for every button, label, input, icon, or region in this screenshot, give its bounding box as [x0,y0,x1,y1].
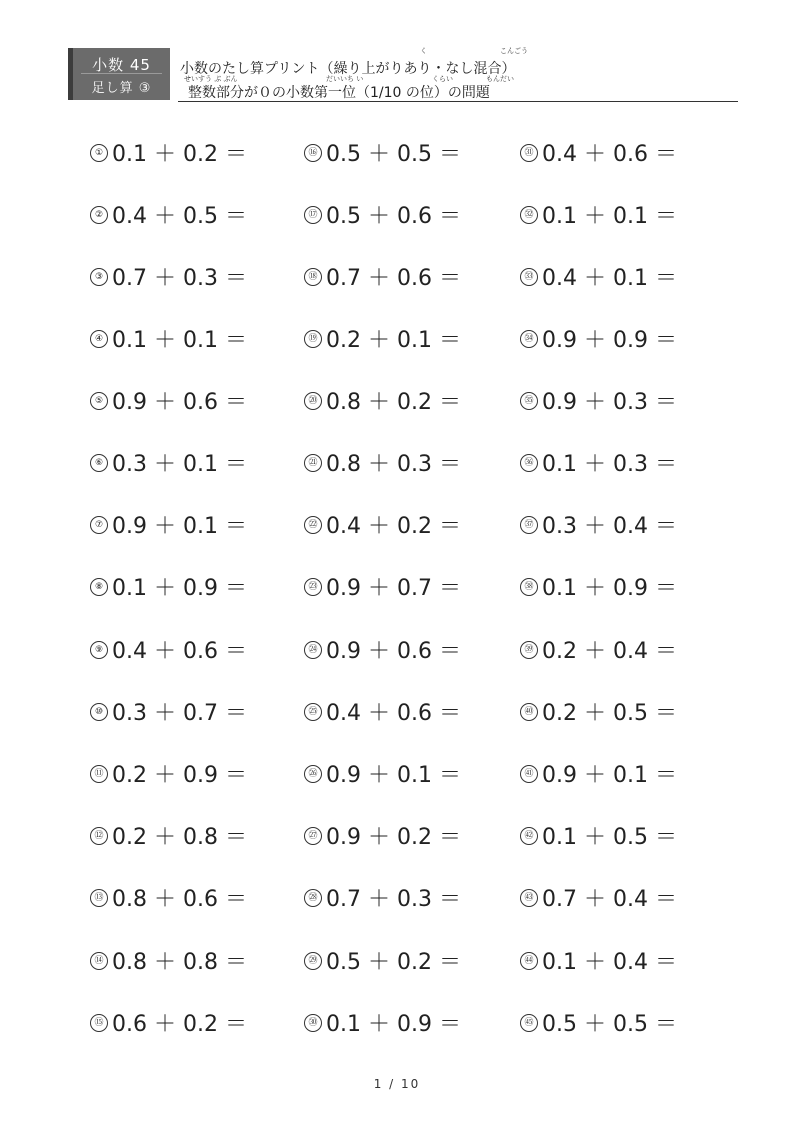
problem-expression: 0.7 ＋ 0.6 ＝ [326,266,461,291]
problem-number: ㉑ [304,454,322,472]
problem-number: ④ [90,330,108,348]
problem-expression: 0.7 ＋ 0.3 ＝ [112,266,247,291]
problem-expression: 0.2 ＋ 0.5 ＝ [542,701,677,726]
problem-item [90,321,295,361]
problem-number: ⑪ [90,765,108,783]
problem-number: ⑬ [90,889,108,907]
problem-item [304,1005,509,1045]
problem-item [520,507,725,547]
problem-item [304,321,509,361]
problem-number: ㉙ [304,952,322,970]
problem-number: ③ [90,268,108,286]
problem-number: ㉗ [304,827,322,845]
problem-item [304,383,509,423]
problem-item [520,197,725,237]
problem-expression: 0.4 ＋ 0.5 ＝ [112,204,247,229]
problem-item [304,756,509,796]
worksheet-subtitle: 整数部分が０の小数第一位（1/10 の位）の問題 [188,85,490,101]
problem-number: ⑱ [304,268,322,286]
problem-number: ㉒ [304,516,322,534]
problem-expression: 0.4 ＋ 0.1 ＝ [542,266,677,291]
problem-number: ㉜ [520,206,538,224]
problem-number: ⑭ [90,952,108,970]
problem-expression: 0.2 ＋ 0.1 ＝ [326,328,461,353]
ruby-daiichi-i: だいいち い [326,75,364,83]
problem-expression: 0.9 ＋ 0.2 ＝ [326,825,461,850]
problem-item [90,943,295,983]
problem-expression: 0.9 ＋ 0.1 ＝ [542,763,677,788]
ruby-kurai: くらい [432,75,453,83]
problem-item [520,756,725,796]
problem-item [304,880,509,920]
problem-item [304,507,509,547]
problem-number: ㊸ [520,889,538,907]
problem-item [90,507,295,547]
problem-item [90,632,295,672]
ruby-kongou: こんごう [500,47,528,55]
problem-expression: 0.3 ＋ 0.4 ＝ [542,514,677,539]
problem-number: ㊶ [520,765,538,783]
problem-expression: 0.5 ＋ 0.5 ＝ [326,142,461,167]
problem-item [304,694,509,734]
problem-expression: 0.8 ＋ 0.2 ＝ [326,390,461,415]
problem-number: ⑧ [90,578,108,596]
problem-expression: 0.2 ＋ 0.4 ＝ [542,639,677,664]
problem-item [304,259,509,299]
problem-expression: 0.1 ＋ 0.9 ＝ [112,576,247,601]
problem-number: ㊵ [520,703,538,721]
problem-item [90,259,295,299]
problem-item [304,818,509,858]
problem-expression: 0.1 ＋ 0.2 ＝ [112,142,247,167]
problem-expression: 0.4 ＋ 0.2 ＝ [326,514,461,539]
problem-expression: 0.7 ＋ 0.4 ＝ [542,887,677,912]
worksheet-title: 小数のたし算プリント（繰り上がりあり・なし混合） [180,61,516,77]
problem-item [90,694,295,734]
problem-item [304,445,509,485]
problem-number: ㉞ [520,330,538,348]
problem-number: ⑨ [90,641,108,659]
problem-expression: 0.1 ＋ 0.4 ＝ [542,950,677,975]
problem-item [90,569,295,609]
problem-item [520,569,725,609]
problem-expression: 0.4 ＋ 0.6 ＝ [542,142,677,167]
problem-expression: 0.3 ＋ 0.7 ＝ [112,701,247,726]
problem-item [90,880,295,920]
problem-item [90,383,295,423]
ruby-mondai: もんだい [486,75,514,83]
problem-expression: 0.1 ＋ 0.9 ＝ [542,576,677,601]
problem-expression: 0.8 ＋ 0.8 ＝ [112,950,247,975]
problem-expression: 0.9 ＋ 0.3 ＝ [542,390,677,415]
problem-item [304,569,509,609]
problem-item [520,1005,725,1045]
problem-number: ⑰ [304,206,322,224]
problem-item [90,445,295,485]
problem-number: ㊲ [520,516,538,534]
problem-number: ⑮ [90,1014,108,1032]
problem-item [304,943,509,983]
ruby-seisuu-bubun: せいすう ぶ ぶん [184,75,238,83]
problem-expression: 0.1 ＋ 0.3 ＝ [542,452,677,477]
problem-expression: 0.9 ＋ 0.6 ＝ [112,390,247,415]
problem-item [520,694,725,734]
problem-number: ⑤ [90,392,108,410]
problem-item [304,632,509,672]
problem-item [90,818,295,858]
problem-number: ㉘ [304,889,322,907]
problem-expression: 0.9 ＋ 0.1 ＝ [326,763,461,788]
page-number: 1 / 10 [373,1077,421,1091]
problem-expression: 0.9 ＋ 0.9 ＝ [542,328,677,353]
problem-number: ㉛ [520,144,538,162]
problem-expression: 0.5 ＋ 0.6 ＝ [326,204,461,229]
problem-number: ㊷ [520,827,538,845]
problem-expression: 0.1 ＋ 0.9 ＝ [326,1012,461,1037]
problem-item [304,135,509,175]
problem-number: ⑳ [304,392,322,410]
problem-item [520,259,725,299]
problem-number: ㊳ [520,578,538,596]
problem-item [520,880,725,920]
badge-section-label: 足し算 ③ [91,81,152,96]
problem-item [90,197,295,237]
problem-expression: 0.9 ＋ 0.1 ＝ [112,514,247,539]
problem-number: ㉕ [304,703,322,721]
problem-item [520,135,725,175]
problem-expression: 0.5 ＋ 0.5 ＝ [542,1012,677,1037]
problem-item [520,818,725,858]
problem-expression: 0.4 ＋ 0.6 ＝ [112,639,247,664]
problem-expression: 0.8 ＋ 0.6 ＝ [112,887,247,912]
problem-item [90,135,295,175]
ruby-ku: く [420,47,427,55]
problem-item [520,943,725,983]
problem-number: ⑫ [90,827,108,845]
problem-number: ① [90,144,108,162]
problem-expression: 0.5 ＋ 0.2 ＝ [326,950,461,975]
problem-number: ㊺ [520,1014,538,1032]
problem-number: ㉚ [304,1014,322,1032]
problem-item [520,383,725,423]
problem-number: ㊴ [520,641,538,659]
problem-number: ㊱ [520,454,538,472]
problem-expression: 0.2 ＋ 0.9 ＝ [112,763,247,788]
problem-number: ㉝ [520,268,538,286]
problem-number: ⑦ [90,516,108,534]
problem-number: ⑥ [90,454,108,472]
problem-number: ⑲ [304,330,322,348]
problem-number: ㉟ [520,392,538,410]
problem-number: ㉔ [304,641,322,659]
problem-number: ㉖ [304,765,322,783]
problem-expression: 0.8 ＋ 0.3 ＝ [326,452,461,477]
problem-item [520,632,725,672]
problem-item [520,321,725,361]
problem-item [520,445,725,485]
problem-expression: 0.1 ＋ 0.1 ＝ [542,204,677,229]
problem-expression: 0.1 ＋ 0.1 ＝ [112,328,247,353]
problem-expression: 0.4 ＋ 0.6 ＝ [326,701,461,726]
problem-item [90,1005,295,1045]
problem-expression: 0.9 ＋ 0.6 ＝ [326,639,461,664]
problem-expression: 0.7 ＋ 0.3 ＝ [326,887,461,912]
problem-number: ⑯ [304,144,322,162]
problem-expression: 0.3 ＋ 0.1 ＝ [112,452,247,477]
problem-number: ㉓ [304,578,322,596]
problem-expression: 0.2 ＋ 0.8 ＝ [112,825,247,850]
problem-expression: 0.1 ＋ 0.5 ＝ [542,825,677,850]
problem-item [90,756,295,796]
problem-expression: 0.6 ＋ 0.2 ＝ [112,1012,247,1037]
badge-unit-label: 小数 45 [92,56,151,74]
problem-number: ⑩ [90,703,108,721]
problem-number: ② [90,206,108,224]
problem-number: ㊹ [520,952,538,970]
problem-item [304,197,509,237]
problem-expression: 0.9 ＋ 0.7 ＝ [326,576,461,601]
